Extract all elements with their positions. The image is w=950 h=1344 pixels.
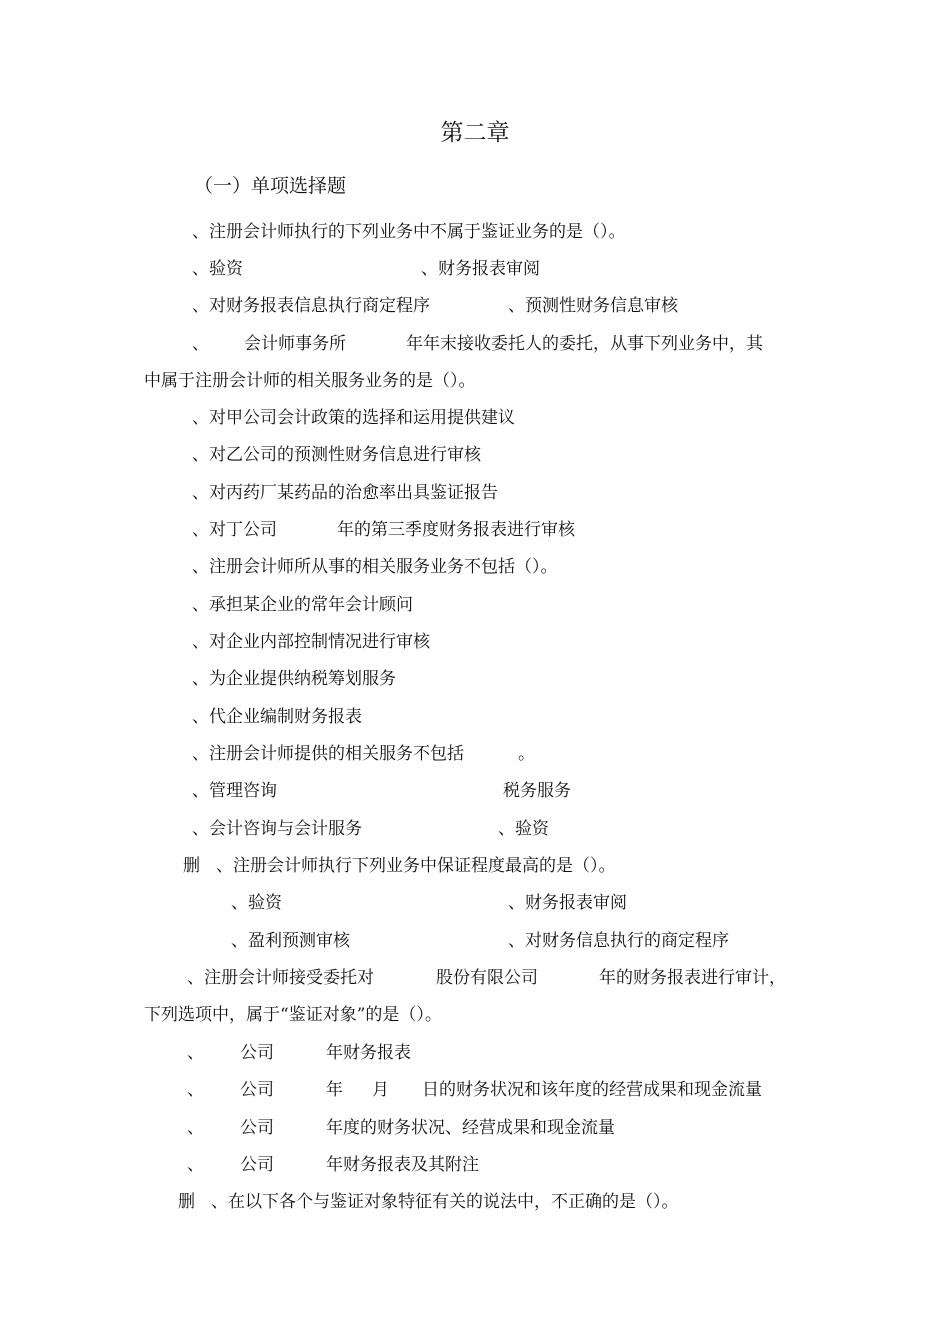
option-d: 、预测性财务信息审核: [508, 296, 678, 316]
option-b: 、财务报表审阅: [421, 259, 540, 279]
question-6-part-3: 年的财务报表进行审计，: [599, 968, 786, 988]
option-d: 、验资: [498, 819, 549, 839]
question-7: 、在以下各个与鉴证对象特征有关的说法中，不正确的是（）。: [211, 1192, 679, 1212]
option-c: 、对丙药厂某药品的治愈率出具鉴证报告: [192, 483, 498, 503]
option-c: 、会计咨询与会计服务: [192, 819, 362, 839]
option-b-company: 公司: [240, 1080, 274, 1100]
option-b: 、对企业内部控制情况进行审核: [192, 632, 430, 652]
option-d-company: 公司: [240, 1155, 274, 1175]
option-b: 税务服务: [503, 781, 571, 801]
question-3: 、注册会计师所从事的相关服务业务不包括（）。: [192, 557, 558, 577]
option-b-marker: 、: [187, 1080, 204, 1100]
question-6-part-4: 下列选项中，属于“鉴证对象”的是（）。: [144, 1005, 442, 1025]
question-2-marker: 、: [192, 334, 209, 354]
option-b: 、对乙公司的预测性财务信息进行审核: [192, 445, 481, 465]
question-2-part-1: 会计师事务所: [244, 334, 346, 354]
option-d: 、代企业编制财务报表: [192, 707, 362, 727]
deleted-mark: 删: [183, 856, 200, 876]
option-a: 、对甲公司会计政策的选择和运用提供建议: [192, 408, 515, 428]
option-b-year: 年: [326, 1080, 343, 1100]
option-d-marker: 、: [187, 1155, 204, 1175]
question-4: 、注册会计师提供的相关服务不包括: [192, 744, 464, 764]
option-d: 、对财务信息执行的商定程序: [508, 931, 729, 951]
question-2-part-3: 中属于注册会计师的相关服务业务的是（）。: [144, 371, 476, 391]
option-c-company: 公司: [240, 1118, 274, 1138]
option-c: 、为企业提供纳税筹划服务: [192, 669, 396, 689]
deleted-mark: 删: [178, 1192, 195, 1212]
question-1: 、注册会计师执行的下列业务中不属于鉴证业务的是（）。: [192, 222, 626, 242]
question-6-part-1: 、注册会计师接受委托对: [187, 968, 374, 988]
option-d-text: 年财务报表及其附注: [326, 1155, 479, 1175]
option-d-part-2: 年的第三季度财务报表进行审核: [337, 520, 575, 540]
option-c-text: 年度的财务状况、经营成果和现金流量: [326, 1118, 615, 1138]
option-a: 、验资: [231, 893, 282, 913]
section-heading: （一）单项选择题: [194, 175, 347, 197]
question-6-part-2: 股份有限公司: [436, 968, 538, 988]
option-a-text: 年财务报表: [326, 1043, 411, 1063]
option-d-part-1: 、对丁公司: [192, 520, 277, 540]
option-a-marker: 、: [187, 1043, 204, 1063]
option-a-company: 公司: [240, 1043, 274, 1063]
option-c-marker: 、: [187, 1118, 204, 1138]
option-a: 、管理咨询: [192, 781, 277, 801]
question-5: 、注册会计师执行下列业务中保证程度最高的是（）。: [216, 856, 616, 876]
option-a: 、验资: [192, 259, 243, 279]
option-b: 、财务报表审阅: [508, 893, 627, 913]
option-b-month: 月: [372, 1080, 389, 1100]
option-b-text: 日的财务状况和该年度的经营成果和现金流量: [422, 1080, 762, 1100]
question-4-end: 。: [518, 744, 535, 764]
question-2-part-2: 年年末接收委托人的委托，从事下列业务中，其: [406, 334, 763, 354]
option-c: 、对财务报表信息执行商定程序: [192, 296, 430, 316]
page-title: 第二章: [440, 120, 510, 146]
option-c: 、盈利预测审核: [231, 931, 350, 951]
option-a: 、承担某企业的常年会计顾问: [192, 595, 413, 615]
